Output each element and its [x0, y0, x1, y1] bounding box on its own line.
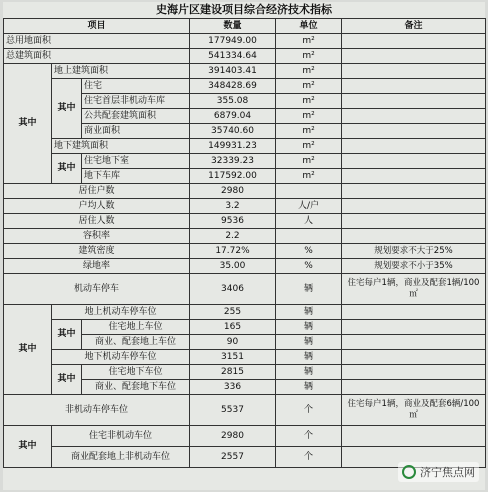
- header-note: 备注: [342, 19, 486, 34]
- table-row: 绿地率 35.00 % 规划要求不小于35%: [4, 259, 486, 274]
- table-row: 其中 住宅 348428.69 m²: [4, 79, 486, 94]
- table-row: 户均人数 3.2 人/户: [4, 199, 486, 214]
- subgroup-label: 其中: [52, 320, 82, 350]
- table-row: 机动车停车 3406 辆 住宅每户1辆，商业及配套1辆/100㎡: [4, 274, 486, 305]
- table-row: 商业、配套地下车位 336 辆: [4, 380, 486, 395]
- table-row: 居住人数 9536 人: [4, 214, 486, 229]
- wechat-logo-icon: [402, 465, 416, 479]
- group-label: 其中: [4, 64, 52, 184]
- table-row: 公共配套建筑面积 6879.04 m²: [4, 109, 486, 124]
- group-label: 其中: [4, 305, 52, 395]
- table-row: 总用地面积 177949.00 m²: [4, 34, 486, 49]
- table-row: 商业配套地上非机动车位 2557 个: [4, 447, 486, 468]
- table-row: 地下机动车停车位 3151 辆: [4, 350, 486, 365]
- subgroup-label: 其中: [52, 79, 82, 139]
- table-row: 地下建筑面积 149931.23 m²: [4, 139, 486, 154]
- table-row: 地下车库 117592.00 m²: [4, 169, 486, 184]
- table-row: 其中 住宅地下室 32339.23 m²: [4, 154, 486, 169]
- document-page: [3, 2, 485, 490]
- table-row: 商业、配套地上车位 90 辆: [4, 335, 486, 350]
- table-row: 商业面积 35740.60 m²: [4, 124, 486, 139]
- table-row: 其中 地上建筑面积 391403.41 m²: [4, 64, 486, 79]
- table-row: 建筑密度 17.72% % 规划要求不大于25%: [4, 244, 486, 259]
- table-row: 其中 住宅地下车位 2815 辆: [4, 365, 486, 380]
- table-row: 容积率 2.2: [4, 229, 486, 244]
- table-row: 非机动车停车位 5537 个 住宅每户1辆，商业及配套6辆/100㎡: [4, 395, 486, 426]
- subgroup-label: 其中: [52, 154, 82, 184]
- group-label: 其中: [4, 426, 52, 468]
- header-item: 项目: [4, 19, 190, 34]
- table-row: 其中 地上机动车停车位 255 辆: [4, 305, 486, 320]
- table-row: 居住户数 2980: [4, 184, 486, 199]
- table-row: 总建筑面积 541334.64 m²: [4, 49, 486, 64]
- subgroup-label: 其中: [52, 365, 82, 395]
- indicator-table: [3, 18, 486, 468]
- header-unit: 单位: [276, 19, 342, 34]
- table-title: 史海片区建设项目综合经济技术指标: [156, 3, 332, 16]
- watermark-text: 济宁焦点网: [420, 466, 475, 479]
- watermark: [398, 462, 479, 482]
- table-row: 住宅首层非机动车库 355.08 m²: [4, 94, 486, 109]
- table-row: 其中 住宅地上车位 165 辆: [4, 320, 486, 335]
- header-qty: 数量: [190, 19, 276, 34]
- table-row: 其中 住宅非机动车位 2980 个: [4, 426, 486, 447]
- header-row: [4, 19, 486, 34]
